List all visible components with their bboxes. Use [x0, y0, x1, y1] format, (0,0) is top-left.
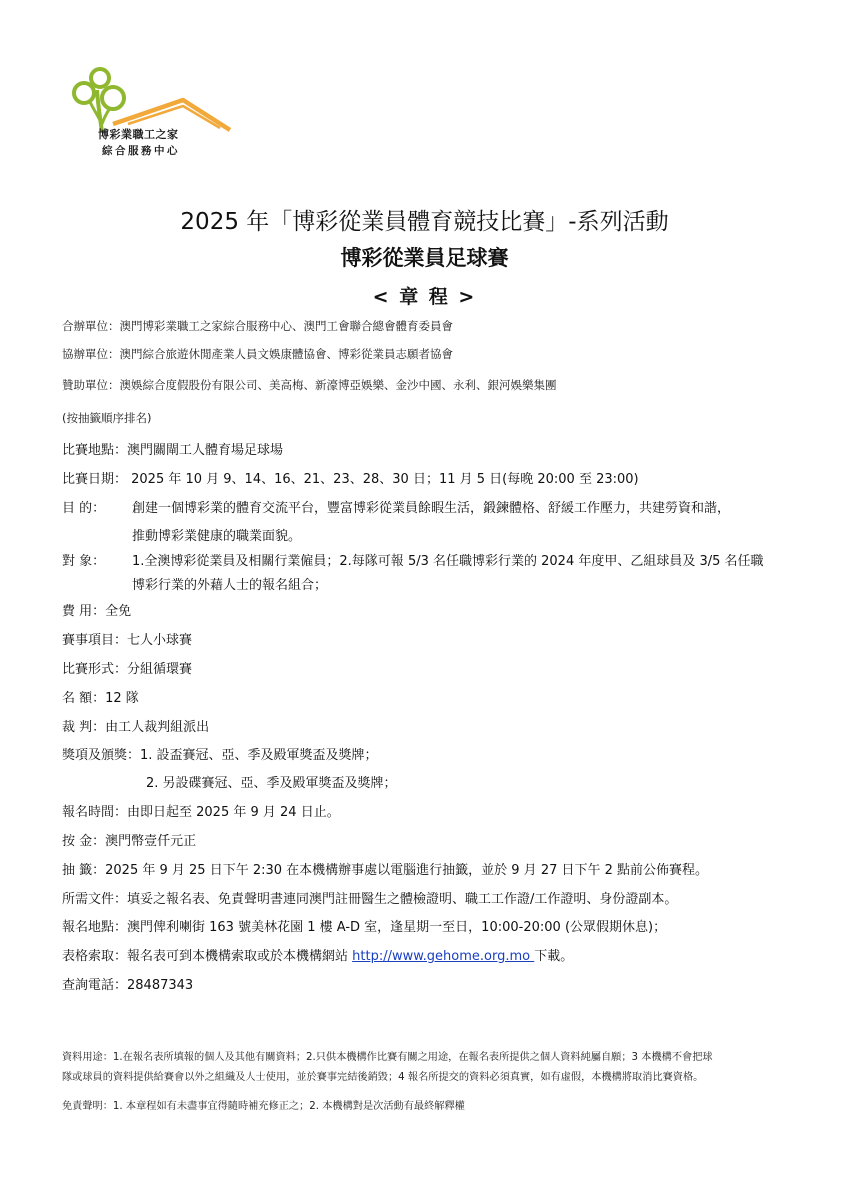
form-suffix: 下載。	[534, 949, 574, 964]
fee-row: 費 用：全免	[62, 604, 132, 619]
target-text-2: 博彩行業的外藉人士的報名組合；	[132, 578, 328, 593]
data-use-note-1: 資料用途：1.在報名表所填報的個人及其他有關資料；2.只供本機構作比賽有關之用途，在報名表所提供之個人資料純屬自願；3 本機構不會把球	[62, 1052, 713, 1063]
document-subtitle: 博彩從業員足球賽	[340, 246, 509, 270]
document-title: 2025 年「博彩從業員體育競技比賽」-系列活動	[180, 209, 669, 235]
website-link[interactable]: http://www.gehome.org.mo	[352, 949, 535, 964]
form-prefix: 表格索取：報名表可到本機構索取或於本機構網站	[62, 949, 353, 964]
format-row: 比賽形式：分組循環賽	[62, 662, 193, 677]
referee-row: 裁 判：由工人裁判組派出	[62, 720, 210, 735]
awards-row	[62, 745, 378, 767]
section-heading: < 章 程 >	[372, 286, 477, 308]
quota-row: 名 額：12 隊	[62, 691, 139, 706]
event-row: 賽事項目：七人小球賽	[62, 633, 193, 648]
purpose-row	[62, 498, 730, 520]
logo-text-line2: 綜合服務中心	[102, 145, 180, 157]
co-organizers: 協辦單位：澳門綜合旅遊休閒產業人員文娛康體協會、博彩從業員志願者協會	[62, 347, 453, 361]
registration-time-row: 報名時間：由即日起至 2025 年 9 月 24 日止。	[62, 805, 340, 820]
deposit-row: 按 金：澳門幣壹仟元正	[62, 834, 197, 849]
disclaimer-note: 免責聲明：1. 本章程如有未盡事宜得隨時補充修正之；2. 本機構對是次活動有最終解釋權	[62, 1101, 465, 1112]
target-label: 對 象：	[62, 554, 106, 569]
venue-row: 比賽地點：澳門關閘工人體育場足球場	[62, 443, 284, 458]
dates-row: 比賽日期： 2025 年 10 月 9、14、16、21、23、28、30 日；11 月 5 日(每晚 20:00 至 23:00)	[62, 472, 639, 487]
awards-item-2: 2. 另設碟賽冠、亞、季及殿軍獎盃及獎牌；	[146, 776, 397, 791]
form-row	[62, 946, 573, 968]
draw-row: 抽 籤：2025 年 9 月 25 日下午 2:30 在本機構辦事處以電腦進行抽籤，並於 9 月 27 日下午 2 點前公佈賽程。	[62, 863, 709, 878]
awards-label: 獎項及頒獎：	[62, 748, 141, 763]
purpose-label: 目 的：	[62, 501, 106, 516]
target-text-1: 1.全澳博彩從業員及相關行業僱員；2.每隊可報 5/3 名任職博彩行業的 2024 年度甲、乙組球員及 3/5 名任職	[132, 554, 764, 569]
purpose-text-1: 創建一個博彩業的體育交流平台，豐富博彩從業員餘暇生活，鍛鍊體格、舒緩工作壓力，共建勞資和諧，	[132, 501, 731, 516]
documents-row: 所需文件：填妥之報名表、免責聲明書連同澳門註冊醫生之體檢證明、職工工作證/工作證明、身份證副本。	[62, 892, 678, 907]
registration-place-row: 報名地點：澳門俾利喇街 163 號美林花園 1 樓 A-D 室，逢星期一至日，10:00-20:00 (公眾假期休息)；	[62, 920, 667, 935]
target-row	[62, 551, 764, 573]
awards-item-1: 1. 設盃賽冠、亞、季及殿軍獎盃及獎牌；	[140, 748, 378, 763]
logo-text-line1: 博彩業職工之家	[98, 128, 179, 141]
data-use-note-2: 隊或球員的資料提供給賽會以外之組織及人士使用，並於賽事完結後銷毀；4 報名所提交的資料必須真實，如有虛假，本機構將取消比賽資格。	[62, 1072, 704, 1083]
sponsors: 贊助單位：澳娛綜合度假股份有限公司、美高梅、新濠博亞娛樂、金沙中國、永利、銀河娛樂集團	[62, 378, 557, 392]
phone-row: 查詢電話：28487343	[62, 978, 194, 993]
sponsor-order-note: (按抽籤順序排名)	[62, 411, 152, 425]
host-units: 合辦單位：澳門博彩業職工之家綜合服務中心、澳門工會聯合總會體育委員會	[62, 319, 453, 333]
purpose-text-2: 推動博彩業健康的職業面貌。	[132, 529, 302, 544]
